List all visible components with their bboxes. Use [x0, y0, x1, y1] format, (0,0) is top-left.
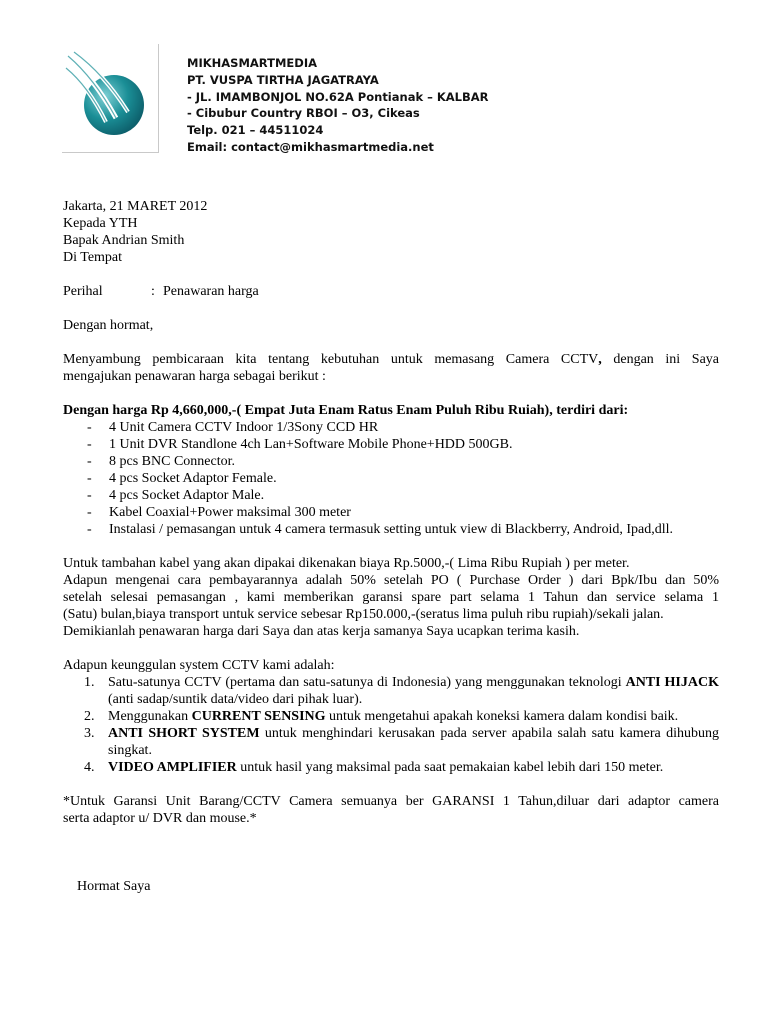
advantage-text: untuk menghindari kerusakan pada server apabila salah satu kamera dihubung singkat.: [108, 726, 719, 758]
advantage-text: (anti sadap/suntik data/video dari pihak luar).: [108, 692, 363, 707]
list-item: [63, 487, 719, 504]
payment-line-1: Adapun mengenai cara pembayarannya adalah 50% setelah PO ( Purchase Order ) dari Bpk/Ibu dan 50%: [63, 573, 719, 588]
advantage-bold: ANTI HIJACK: [625, 675, 719, 690]
item-text: 4 Unit Camera CCTV Indoor 1/3Sony CCD HR: [109, 420, 379, 435]
thanks-line: Demikianlah penawaran harga dari Saya dan atas kerja samanya Saya ucapkan terima kasih.: [63, 624, 580, 639]
address-line-1: - JL. IMAMBONJOL NO.62A Pontianak – KALBAR: [187, 89, 489, 104]
intro-comma: ,: [598, 352, 602, 367]
advantage-text: Satu-satunya CCTV (pertama dan satu-satunya di Indonesia) yang menggunakan teknologi: [108, 675, 626, 690]
item-list: [63, 419, 719, 538]
item-text: Instalasi / pemasangan untuk 4 camera termasuk setting untuk view di Blackberry, Android, Ipad,dll.: [109, 522, 674, 537]
intro-line-1: [63, 351, 719, 368]
advantage-item: [63, 674, 719, 708]
price-heading-text: Dengan harga Rp 4,660,000,-( Empat Juta Enam Ratus Enam Puluh Ribu Ruiah), terdiri dari:: [63, 403, 629, 418]
advantage-number: 2.: [84, 709, 95, 724]
item-text: 8 pcs BNC Connector.: [109, 454, 235, 469]
perihal-value: Penawaran harga: [163, 284, 259, 299]
recipient-line-3: Di Tempat: [63, 250, 123, 265]
pt-name: PT. VUSPA TIRTHA JAGATRAYA: [187, 72, 379, 87]
perihal-row: [63, 283, 719, 300]
advantage-number: 4.: [84, 760, 95, 775]
advantages-list: [63, 674, 719, 776]
email: Email: contact@mikhasmartmedia.net: [187, 139, 434, 154]
advantage-text: untuk mengetahui apakah koneksi kamera dalam kondisi baik.: [325, 709, 679, 724]
list-item: [63, 419, 719, 436]
advantage-number: 3.: [84, 726, 95, 741]
advantage-item: [63, 759, 719, 776]
recipient-line-1: Kepada YTH: [63, 216, 138, 231]
warranty-line-1: *Untuk Garansi Unit Barang/CCTV Camera semuanya ber GARANSI 1 Tahun,diluar dari adaptor camera: [63, 794, 719, 809]
extra-cable-note: Untuk tambahan kabel yang akan dipakai dikenakan biaya Rp.5000,-( Lima Ribu Rupiah ) per meter.: [63, 556, 630, 571]
warranty-line-2: serta adaptor u/ DVR dan mouse.*: [63, 811, 257, 826]
list-item: [63, 470, 719, 487]
letter-body: [63, 198, 719, 895]
recipient-line-2: Bapak Andrian Smith: [63, 233, 185, 248]
intro-line-2: mengajukan penawaran harga sebagai berikut :: [63, 369, 326, 384]
advantage-item: [63, 708, 719, 725]
advantage-text: Menggunakan: [108, 709, 192, 724]
advantage-text: untuk hasil yang maksimal pada saat pemakaian kabel lebih dari 150 meter.: [236, 760, 664, 775]
advantage-number: 1.: [84, 675, 95, 690]
intro-text-b: dengan ini Saya: [601, 352, 720, 367]
advantage-item: [63, 725, 719, 759]
list-item: [63, 436, 719, 453]
payment-line-3: (Satu) bulan,biaya transport untuk service sebesar Rp150.000,-(seratus lima puluh ribu rupiah)/sekali jalan.: [63, 607, 664, 622]
company-info: [187, 55, 489, 156]
logo-swoosh-icon: [64, 48, 156, 148]
company-name: MIKHASMARTMEDIA: [187, 56, 317, 70]
phone: Telp. 021 – 44511024: [187, 123, 324, 138]
price-heading: [63, 402, 719, 419]
salutation: Dengan hormat,: [63, 318, 154, 333]
perihal-label: Perihal: [63, 284, 103, 299]
item-text: Kabel Coaxial+Power maksimal 300 meter: [109, 505, 351, 520]
date-place: Jakarta, 21 MARET 2012: [63, 199, 208, 214]
list-item: [63, 504, 719, 521]
advantage-bold: VIDEO AMPLIFIER: [108, 760, 237, 775]
intro-text-a: Menyambung pembicaraan kita tentang kebutuhan untuk memasang Camera CCTV: [63, 352, 599, 367]
list-item: [63, 453, 719, 470]
item-text: 1 Unit DVR Standlone 4ch Lan+Software Mobile Phone+HDD 500GB.: [109, 437, 513, 452]
advantage-bold: ANTI SHORT SYSTEM: [108, 726, 260, 741]
company-logo: [62, 44, 159, 153]
address-line-2: - Cibubur Country RBOI – O3, Cikeas: [187, 106, 420, 121]
closing: Hormat Saya: [77, 879, 151, 894]
perihal-separator: :: [151, 284, 155, 299]
advantage-bold: CURRENT SENSING: [191, 709, 326, 724]
item-text: 4 pcs Socket Adaptor Female.: [109, 471, 277, 486]
item-text: 4 pcs Socket Adaptor Male.: [109, 488, 265, 503]
list-item: [63, 521, 719, 538]
payment-line-2: setelah selesai pemasangan , kami memberikan garansi spare part selama 1 Tahun dan service selama 1: [63, 590, 719, 605]
advantages-heading: Adapun keunggulan system CCTV kami adalah:: [63, 658, 335, 673]
